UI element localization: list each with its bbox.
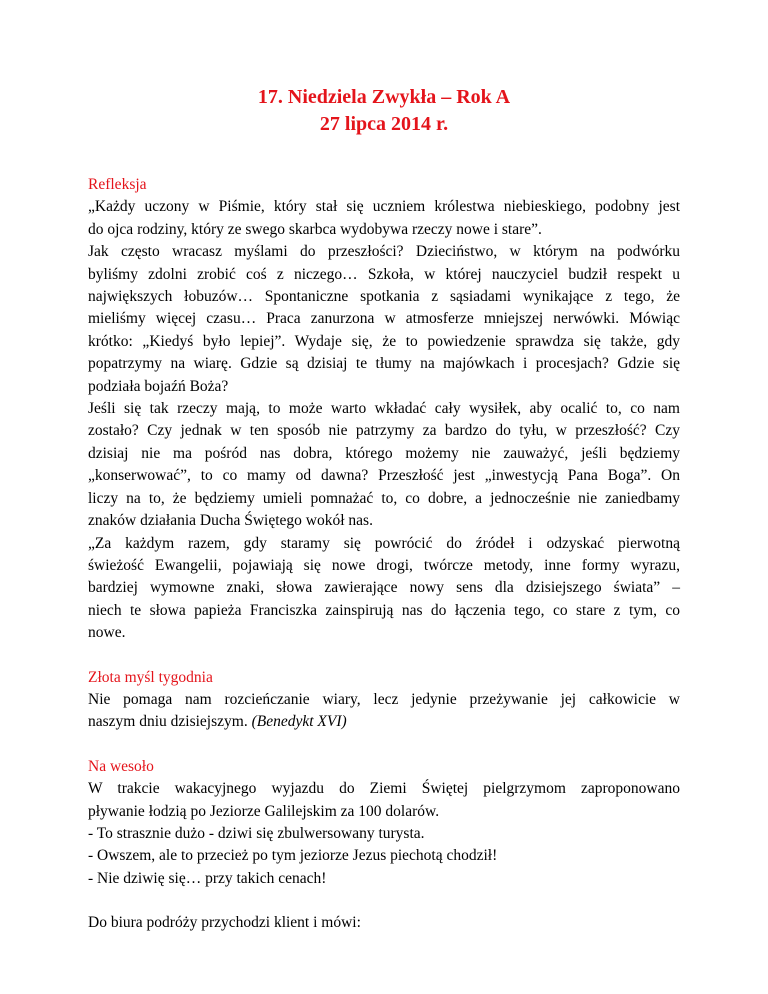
paragraph-line: krótko: „Kiedyś było lepiej”. Wydaje się, że to powiedzenie sprawdza się także, gdy xyxy=(88,332,680,350)
joke-line: - Owszem, ale to przecież po tym jeziorze Jezus piechotą chodził! xyxy=(88,847,498,865)
paragraph-line: mieliśmy więcej czasu… Praca zanurzona w atmosferze mniejszej nerwówki. Mówiąc xyxy=(88,310,680,328)
paragraph-line: znaków działania Ducha Świętego wokół nas. xyxy=(88,512,373,530)
quote-line-with-author xyxy=(88,711,680,733)
document-title xyxy=(0,84,768,138)
paragraph-line: największych łobuzów… Spontaniczne spotkania z sąsiadami wynikające z tego, że xyxy=(88,288,680,306)
paragraph-line: do ojca rodziny, który ze swego skarbca wydobywa rzeczy nowe i stare”. xyxy=(88,220,542,238)
title-line-1: 17. Niedziela Zwykła – Rok A xyxy=(257,86,511,108)
paragraph-line: świeżość Ewangelii, pojawiają się nowe drogi, twórcze metody, inne formy wyrazu, xyxy=(88,556,680,574)
paragraph-line: Jak często wracasz myślami do przeszłości? Dzieciństwo, w którym na podwórku xyxy=(88,243,680,261)
paragraph-line: nowe. xyxy=(88,624,126,642)
paragraph-line: liczy na to, że będziemy umieli pomnażać to, co dobre, a jednocześnie nie zaniedbamy xyxy=(88,489,680,507)
paragraph-line: podziała bojaźń Boża? xyxy=(88,377,229,395)
joke-line: pływanie łodzią po Jeziorze Galilejskim za 100 dolarów. xyxy=(88,802,440,820)
paragraph-line: „konserwować”, to co mamy od dawna? Przeszłość jest „inwestycją Pana Boga”. On xyxy=(88,467,680,485)
quote-author: (Benedykt XVI) xyxy=(251,713,347,731)
paragraph-line: zostało? Czy jednak w ten sposób nie patrzymy za bardzo do tyłu, w przeszłość? Czy xyxy=(88,422,680,440)
joke-line: - To strasznie dużo - dziwi się zbulwersowany turysta. xyxy=(88,824,425,842)
paragraph-line: popatrzymy na wiarę. Gdzie są dzisiaj te tłumy na majówkach i procesjach? Gdzie się xyxy=(88,355,680,373)
quote-text: naszym dniu dzisiejszym. xyxy=(88,713,252,731)
paragraph-line: „Za każdym razem, gdy staramy się powrócić do źródeł i odzyskać pierwotną xyxy=(88,534,680,552)
section-heading-refleksja: Refleksja xyxy=(88,176,147,193)
paragraph-line: Jeśli się tak rzeczy mają, to może warto wkładać cały wysiłek, aby ocalić to, co nam xyxy=(88,400,680,418)
joke-line: W trakcie wakacyjnego wyjazdu do Ziemi Świętej pielgrzymom zaproponowano xyxy=(88,780,680,798)
paragraph-line: niech te słowa papieża Franciszka zainspirują nas do łączenia tego, co stare z tym, co xyxy=(88,601,680,619)
paragraph-line: bardziej wymowne znaki, słowa zawierające nowy sens dla dzisiejszego świata” – xyxy=(88,579,680,597)
section-heading-na-wesolo: Na wesoło xyxy=(88,757,154,775)
joke-intro-line: Do biura podróży przychodzi klient i mówi: xyxy=(88,914,361,932)
title-line-2-date: 27 lipca 2014 r. xyxy=(319,113,449,135)
quote-line: Nie pomaga nam rozcieńczanie wiary, lecz jedynie przeżywanie jej całkowicie w xyxy=(88,690,680,708)
paragraph-line: dzisiaj nie ma pośród nas dobra, którego możemy nie zauważyć, jeśli będziemy xyxy=(88,444,680,462)
paragraph-spacer xyxy=(88,645,680,667)
paragraph-spacer xyxy=(88,890,680,912)
paragraph-spacer xyxy=(88,734,680,756)
joke-line: - Nie dziwię się… przy takich cenach! xyxy=(88,869,327,887)
paragraph-line: byliśmy zdolni zrobić coś z niczego… Szkoła, w której nauczyciel budził respekt u xyxy=(88,265,680,283)
section-heading-zlota-mysl: Złota myśl tygodnia xyxy=(88,668,213,686)
document-body xyxy=(88,174,680,935)
paragraph-line: „Każdy uczony w Piśmie, który stał się uczniem królestwa niebieskiego, podobny jest xyxy=(88,198,680,216)
